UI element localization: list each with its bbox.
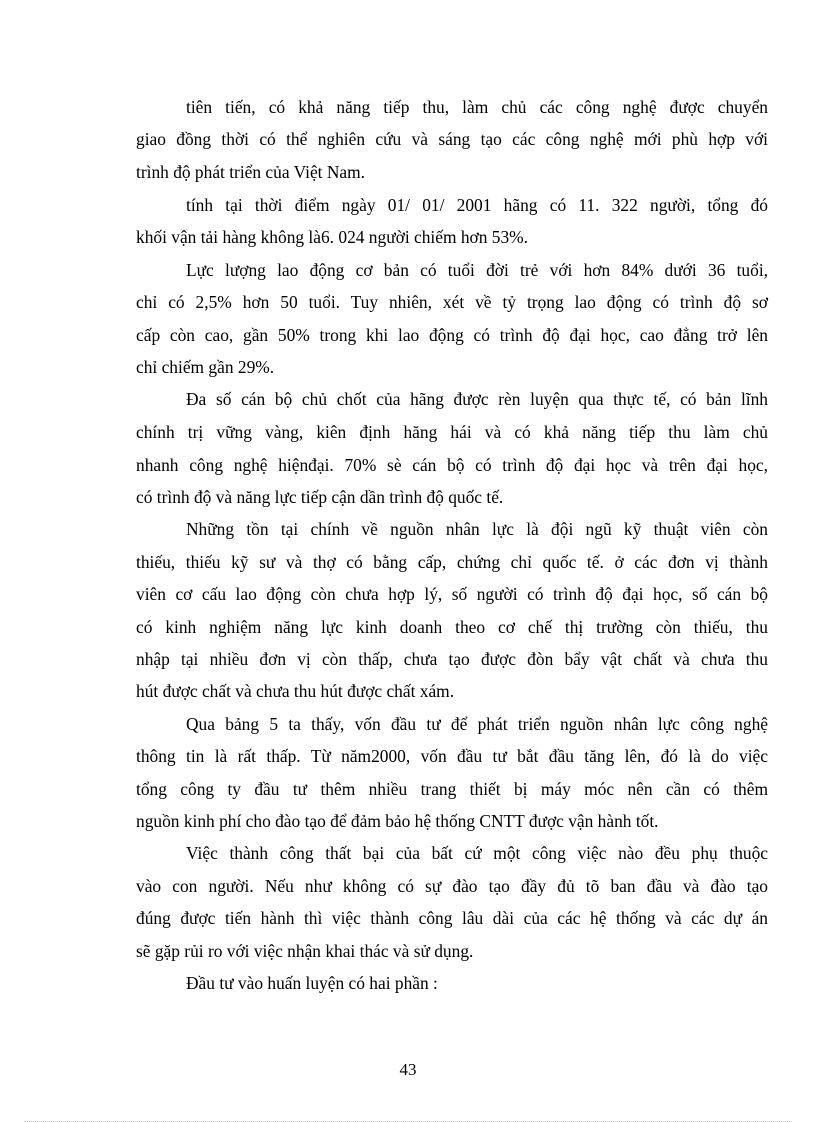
body-line: nguồn kinh phí cho đào tạo để đảm bảo hệ thống CNTT được vận hành tốt. [136,811,659,831]
body-line: Những tồn tại chính về nguồn nhân lực là đội ngũ kỹ thuật viên còn [186,519,768,539]
body-line: chỉ chiếm gần 29%. [136,357,275,377]
page-number: 43 [399,1060,417,1079]
body-line: tiên tiến, có khả năng tiếp thu, làm chủ các công nghệ được chuyển [186,97,768,117]
body-line: thiếu, thiếu kỹ sư và thợ có bằng cấp, chứng chỉ quốc tế. ở các đơn vị thành [136,552,768,572]
body-line: có trình độ và năng lực tiếp cận dần trình độ quốc tế. [136,487,504,507]
body-line: chính trị vững vàng, kiên định hăng hái và có khả năng tiếp thu làm chủ [136,422,768,442]
body-line: Việc thành công thất bại của bất cứ một công việc nào đều phụ thuộc [186,843,768,863]
body-line: giao đồng thời có thể nghiên cứu và sáng tạo các công nghệ mới phù hợp với [136,129,768,149]
body-line: đúng được tiến hành thì việc thành công lâu dài của các hệ thống và các dự án [136,908,768,928]
body-line: Qua bảng 5 ta thấy, vốn đầu tư để phát triển nguồn nhân lực công nghệ [186,714,768,734]
body-line: sẽ gặp rủi ro với việc nhận khai thác và sử dụng. [136,941,474,961]
page-bottom-rule [24,1121,792,1122]
body-line: khối vận tải hàng không là6. 024 người chiếm hơn 53%. [136,227,528,247]
body-line: chỉ có 2,5% hơn 50 tuổi. Tuy nhiên, xét về tỷ trọng lao động có trình độ sơ [136,292,768,312]
body-line: Lực lượng lao động cơ bản có tuổi đời trẻ với hơn 84% dưới 36 tuổi, [186,260,768,280]
body-line: tính tại thời điểm ngày 01/ 01/ 2001 hãng có 11. 322 người, tổng đó [186,195,768,215]
body-line: tổng công ty đầu tư thêm nhiều trang thiết bị máy móc nên cần có thêm [136,779,768,799]
body-line: nhập tại nhiều đơn vị còn thấp, chưa tạo được đòn bẩy vật chất và chưa thu [136,649,768,669]
body-line: nhanh công nghệ hiệnđại. 70% sè cán bộ có trình độ đại học và trên đại học, [136,455,768,475]
body-line: vào con người. Nếu như không có sự đào tạo đầy đủ tõ ban đầu và đào tạo [136,876,768,896]
body-line: Đa số cán bộ chủ chốt của hãng được rèn luyện qua thực tế, có bản lĩnh [186,389,768,409]
body-line: cấp còn cao, gần 50% trong khi lao động có trình độ đại học, cao đẳng trở lên [136,325,768,345]
body-line: viên cơ cấu lao động còn chưa hợp lý, số người có trình độ đại học, số cán bộ [136,584,768,604]
body-line: thông tin là rất thấp. Từ năm2000, vốn đầu tư bắt đầu tăng lên, đó là do việc [136,746,768,766]
body-line: Đầu tư vào huấn luyện có hai phần : [186,973,438,993]
body-line: hút được chất và chưa thu hút được chất xám. [136,681,455,701]
body-line: có kinh nghiệm năng lực kinh doanh theo cơ chế thị trường còn thiếu, thu [136,617,768,637]
body-line: trình độ phát triển của Việt Nam. [136,162,365,182]
